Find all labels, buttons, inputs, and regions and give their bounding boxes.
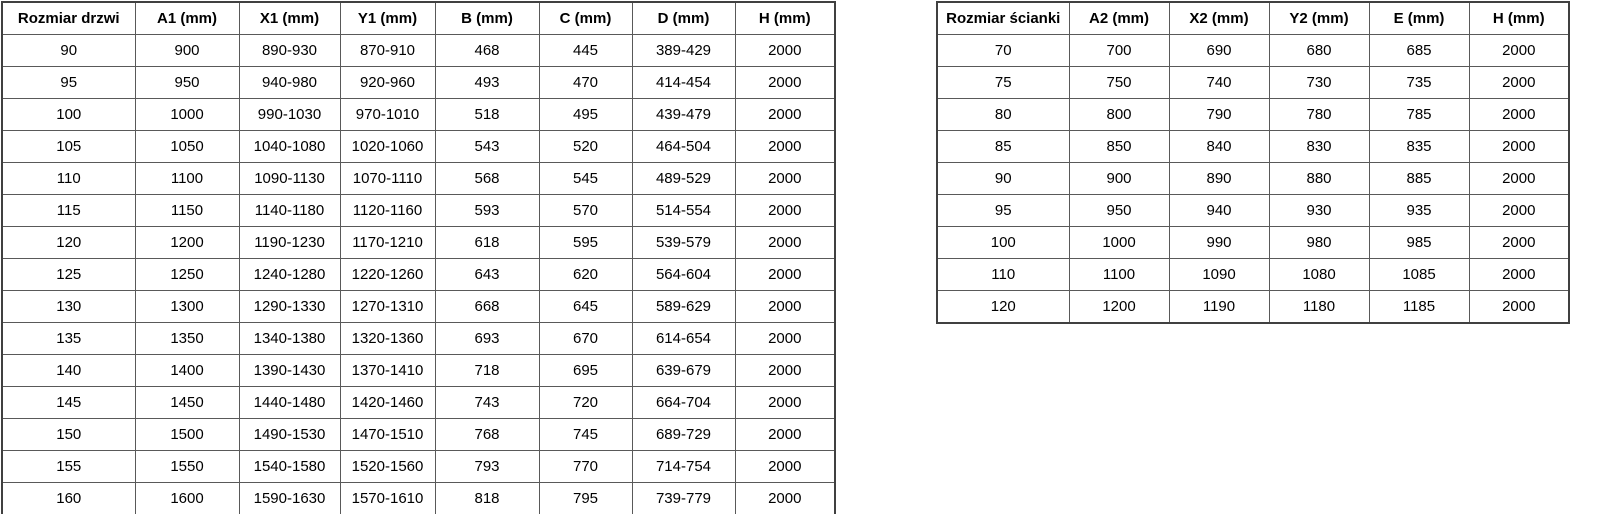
table-cell: 2000 — [735, 291, 835, 323]
column-header: H (mm) — [735, 2, 835, 35]
table-row — [2, 419, 835, 451]
table-cell: 1320-1360 — [340, 323, 435, 355]
table-cell: 539-579 — [632, 227, 735, 259]
table-row — [2, 387, 835, 419]
table-cell: 2000 — [735, 419, 835, 451]
table-cell: 900 — [135, 35, 239, 67]
table-cell: 880 — [1269, 163, 1369, 195]
table-cell: 514-554 — [632, 195, 735, 227]
table-cell: 768 — [435, 419, 539, 451]
table-cell: 830 — [1269, 131, 1369, 163]
table-cell: 743 — [435, 387, 539, 419]
table-cell: 1185 — [1369, 291, 1469, 324]
table-cell: 2000 — [735, 451, 835, 483]
table-cell: 493 — [435, 67, 539, 99]
table-cell: 593 — [435, 195, 539, 227]
table-cell: 1020-1060 — [340, 131, 435, 163]
table-cell: 115 — [2, 195, 135, 227]
table-row — [2, 99, 835, 131]
table-cell: 2000 — [1469, 227, 1569, 259]
table-cell: 735 — [1369, 67, 1469, 99]
table-cell: 985 — [1369, 227, 1469, 259]
table-cell: 2000 — [1469, 163, 1569, 195]
table-row — [2, 35, 835, 67]
table-cell: 1050 — [135, 131, 239, 163]
table-cell: 1090-1130 — [239, 163, 340, 195]
table-cell: 150 — [2, 419, 135, 451]
table-cell: 780 — [1269, 99, 1369, 131]
table-cell: 750 — [1069, 67, 1169, 99]
column-header: X2 (mm) — [1169, 2, 1269, 35]
table-cell: 1220-1260 — [340, 259, 435, 291]
table-cell: 2000 — [735, 483, 835, 514]
column-header: A2 (mm) — [1069, 2, 1169, 35]
column-header: C (mm) — [539, 2, 632, 35]
table-cell: 445 — [539, 35, 632, 67]
table-cell: 140 — [2, 355, 135, 387]
table-row — [2, 227, 835, 259]
table-cell: 100 — [937, 227, 1069, 259]
table-cell: 1290-1330 — [239, 291, 340, 323]
table-cell: 795 — [539, 483, 632, 514]
table-cell: 489-529 — [632, 163, 735, 195]
wall-size-table-body — [937, 35, 1569, 324]
table-cell: 1140-1180 — [239, 195, 340, 227]
table-cell: 1550 — [135, 451, 239, 483]
table-cell: 2000 — [735, 67, 835, 99]
column-header: X1 (mm) — [239, 2, 340, 35]
table-cell: 120 — [937, 291, 1069, 324]
table-cell: 543 — [435, 131, 539, 163]
table-cell: 1590-1630 — [239, 483, 340, 514]
column-header: Rozmiar ścianki — [937, 2, 1069, 35]
table-row — [2, 483, 835, 514]
table-cell: 2000 — [735, 387, 835, 419]
table-cell: 740 — [1169, 67, 1269, 99]
table-cell: 614-654 — [632, 323, 735, 355]
table-cell: 518 — [435, 99, 539, 131]
wall-size-table — [936, 1, 1570, 324]
table-cell: 668 — [435, 291, 539, 323]
column-header: E (mm) — [1369, 2, 1469, 35]
table-cell: 1040-1080 — [239, 131, 340, 163]
column-header: D (mm) — [632, 2, 735, 35]
table-cell: 1490-1530 — [239, 419, 340, 451]
column-header: Y1 (mm) — [340, 2, 435, 35]
table-cell: 745 — [539, 419, 632, 451]
table-cell: 645 — [539, 291, 632, 323]
table-cell: 885 — [1369, 163, 1469, 195]
table-cell: 464-504 — [632, 131, 735, 163]
table-cell: 618 — [435, 227, 539, 259]
table-row — [937, 195, 1569, 227]
table-cell: 90 — [2, 35, 135, 67]
table-cell: 2000 — [735, 99, 835, 131]
door-size-table-body — [2, 35, 835, 514]
table-cell: 155 — [2, 451, 135, 483]
table-cell: 520 — [539, 131, 632, 163]
table-cell: 1370-1410 — [340, 355, 435, 387]
table-row — [2, 163, 835, 195]
table-row — [2, 291, 835, 323]
table-cell: 890 — [1169, 163, 1269, 195]
table-cell: 1200 — [1069, 291, 1169, 324]
table-cell: 785 — [1369, 99, 1469, 131]
table-cell: 414-454 — [632, 67, 735, 99]
table-cell: 950 — [135, 67, 239, 99]
table-cell: 900 — [1069, 163, 1169, 195]
table-cell: 1400 — [135, 355, 239, 387]
table-cell: 940-980 — [239, 67, 340, 99]
table-cell: 690 — [1169, 35, 1269, 67]
table-cell: 2000 — [1469, 131, 1569, 163]
table-cell: 1270-1310 — [340, 291, 435, 323]
table-cell: 589-629 — [632, 291, 735, 323]
table-cell: 639-679 — [632, 355, 735, 387]
table-cell: 980 — [1269, 227, 1369, 259]
table-row — [937, 131, 1569, 163]
table-cell: 1100 — [1069, 259, 1169, 291]
table-cell: 1200 — [135, 227, 239, 259]
table-row — [2, 323, 835, 355]
wall-size-table-header — [937, 2, 1569, 35]
table-cell: 470 — [539, 67, 632, 99]
table-cell: 1240-1280 — [239, 259, 340, 291]
table-cell: 1450 — [135, 387, 239, 419]
table-cell: 970-1010 — [340, 99, 435, 131]
table-cell: 1190-1230 — [239, 227, 340, 259]
table-cell: 1170-1210 — [340, 227, 435, 259]
table-cell: 2000 — [1469, 291, 1569, 324]
table-row — [937, 67, 1569, 99]
table-cell: 739-779 — [632, 483, 735, 514]
table-cell: 80 — [937, 99, 1069, 131]
table-cell: 1070-1110 — [340, 163, 435, 195]
table-cell: 1120-1160 — [340, 195, 435, 227]
table-cell: 720 — [539, 387, 632, 419]
table-cell: 120 — [2, 227, 135, 259]
header-row — [2, 2, 835, 35]
table-cell: 1190 — [1169, 291, 1269, 324]
table-cell: 1570-1610 — [340, 483, 435, 514]
table-cell: 920-960 — [340, 67, 435, 99]
table-cell: 2000 — [735, 323, 835, 355]
table-cell: 95 — [937, 195, 1069, 227]
table-cell: 1150 — [135, 195, 239, 227]
column-header: Y2 (mm) — [1269, 2, 1369, 35]
table-cell: 95 — [2, 67, 135, 99]
table-cell: 2000 — [1469, 195, 1569, 227]
table-cell: 1600 — [135, 483, 239, 514]
table-cell: 100 — [2, 99, 135, 131]
table-cell: 2000 — [1469, 67, 1569, 99]
table-cell: 670 — [539, 323, 632, 355]
table-cell: 135 — [2, 323, 135, 355]
table-cell: 930 — [1269, 195, 1369, 227]
table-cell: 1085 — [1369, 259, 1469, 291]
column-header: Rozmiar drzwi — [2, 2, 135, 35]
table-row — [937, 163, 1569, 195]
table-cell: 570 — [539, 195, 632, 227]
table-cell: 389-429 — [632, 35, 735, 67]
table-cell: 718 — [435, 355, 539, 387]
table-cell: 105 — [2, 131, 135, 163]
table-row — [2, 259, 835, 291]
table-cell: 850 — [1069, 131, 1169, 163]
table-cell: 693 — [435, 323, 539, 355]
table-cell: 2000 — [735, 35, 835, 67]
table-cell: 2000 — [735, 259, 835, 291]
table-cell: 495 — [539, 99, 632, 131]
table-cell: 110 — [937, 259, 1069, 291]
table-cell: 145 — [2, 387, 135, 419]
table-cell: 1180 — [1269, 291, 1369, 324]
table-cell: 835 — [1369, 131, 1469, 163]
table-cell: 940 — [1169, 195, 1269, 227]
table-cell: 2000 — [735, 131, 835, 163]
table-cell: 793 — [435, 451, 539, 483]
table-cell: 643 — [435, 259, 539, 291]
table-cell: 620 — [539, 259, 632, 291]
table-cell: 1340-1380 — [239, 323, 340, 355]
table-cell: 1090 — [1169, 259, 1269, 291]
table-cell: 595 — [539, 227, 632, 259]
table-cell: 2000 — [1469, 99, 1569, 131]
table-cell: 70 — [937, 35, 1069, 67]
table-cell: 695 — [539, 355, 632, 387]
table-cell: 439-479 — [632, 99, 735, 131]
column-header: H (mm) — [1469, 2, 1569, 35]
table-cell: 568 — [435, 163, 539, 195]
table-cell: 1470-1510 — [340, 419, 435, 451]
door-size-table — [1, 1, 836, 514]
door-size-table-header — [2, 2, 835, 35]
table-cell: 545 — [539, 163, 632, 195]
table-cell: 790 — [1169, 99, 1269, 131]
table-cell: 714-754 — [632, 451, 735, 483]
table-cell: 1250 — [135, 259, 239, 291]
table-cell: 689-729 — [632, 419, 735, 451]
table-row — [2, 195, 835, 227]
table-cell: 85 — [937, 131, 1069, 163]
table-cell: 110 — [2, 163, 135, 195]
table-cell: 730 — [1269, 67, 1369, 99]
header-row — [937, 2, 1569, 35]
table-cell: 935 — [1369, 195, 1469, 227]
table-cell: 1300 — [135, 291, 239, 323]
table-cell: 468 — [435, 35, 539, 67]
table-cell: 700 — [1069, 35, 1169, 67]
table-cell: 75 — [937, 67, 1069, 99]
table-cell: 160 — [2, 483, 135, 514]
table-cell: 1350 — [135, 323, 239, 355]
table-cell: 1540-1580 — [239, 451, 340, 483]
table-row — [2, 131, 835, 163]
table-cell: 2000 — [735, 195, 835, 227]
table-cell: 1420-1460 — [340, 387, 435, 419]
table-cell: 2000 — [1469, 259, 1569, 291]
table-cell: 2000 — [735, 227, 835, 259]
table-cell: 664-704 — [632, 387, 735, 419]
table-cell: 890-930 — [239, 35, 340, 67]
table-cell: 818 — [435, 483, 539, 514]
table-cell: 90 — [937, 163, 1069, 195]
table-cell: 1440-1480 — [239, 387, 340, 419]
table-row — [937, 99, 1569, 131]
table-cell: 800 — [1069, 99, 1169, 131]
table-cell: 1000 — [135, 99, 239, 131]
column-header: B (mm) — [435, 2, 539, 35]
table-cell: 1390-1430 — [239, 355, 340, 387]
table-row — [2, 451, 835, 483]
table-cell: 1000 — [1069, 227, 1169, 259]
table-cell: 1080 — [1269, 259, 1369, 291]
table-row — [937, 291, 1569, 324]
table-cell: 1500 — [135, 419, 239, 451]
table-cell: 950 — [1069, 195, 1169, 227]
table-cell: 2000 — [735, 355, 835, 387]
table-cell: 840 — [1169, 131, 1269, 163]
table-cell: 870-910 — [340, 35, 435, 67]
table-cell: 1520-1560 — [340, 451, 435, 483]
table-cell: 685 — [1369, 35, 1469, 67]
table-cell: 125 — [2, 259, 135, 291]
table-row — [937, 35, 1569, 67]
table-cell: 130 — [2, 291, 135, 323]
column-header: A1 (mm) — [135, 2, 239, 35]
table-cell: 1100 — [135, 163, 239, 195]
table-row — [2, 67, 835, 99]
table-row — [937, 259, 1569, 291]
table-cell: 2000 — [1469, 35, 1569, 67]
table-cell: 990 — [1169, 227, 1269, 259]
table-row — [937, 227, 1569, 259]
table-cell: 2000 — [735, 163, 835, 195]
table-cell: 770 — [539, 451, 632, 483]
table-cell: 990-1030 — [239, 99, 340, 131]
table-cell: 680 — [1269, 35, 1369, 67]
table-row — [2, 355, 835, 387]
table-cell: 564-604 — [632, 259, 735, 291]
